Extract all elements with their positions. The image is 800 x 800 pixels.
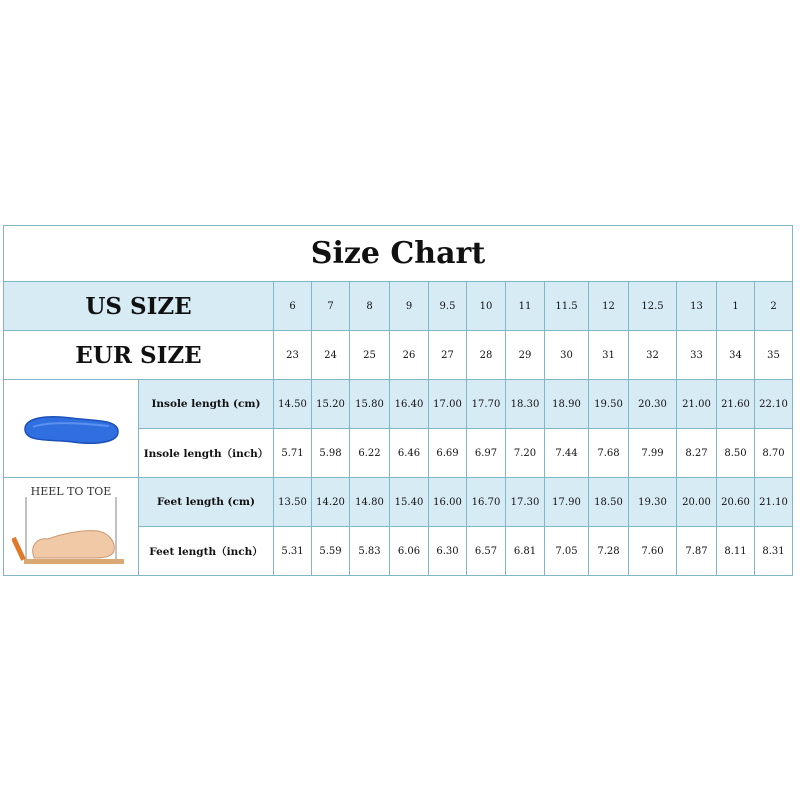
insole-inch-value: 7.20 [506,429,545,478]
feet-inch-value: 7.87 [677,527,717,576]
insole-cm-value: 19.50 [589,380,629,429]
us-size-value: 7 [312,282,350,331]
insole-cm-value: 17.70 [467,380,506,429]
insole-cm-value: 17.00 [429,380,467,429]
insole-inch-value: 6.97 [467,429,506,478]
insole-cm-value: 21.60 [717,380,755,429]
foot-image-cell [4,478,139,576]
us-size-value: 11 [506,282,545,331]
insole-cm-value: 14.50 [274,380,312,429]
us-size-value: 9.5 [429,282,467,331]
insole-cm-value: 21.00 [677,380,717,429]
insole-cm-value: 15.20 [312,380,350,429]
eur-size-value: 25 [350,331,390,380]
feet-cm-value: 17.90 [545,478,589,527]
chart-title: Size Chart [4,226,793,282]
insole-cm-value: 16.40 [390,380,429,429]
eur-size-label: EUR SIZE [4,331,274,380]
us-size-label: US SIZE [4,282,274,331]
foot-measure-icon [12,485,130,569]
feet-cm-value: 14.20 [312,478,350,527]
insole-cm-value: 15.80 [350,380,390,429]
eur-size-value: 27 [429,331,467,380]
insole-icon [19,409,123,449]
feet-cm-value: 19.30 [629,478,677,527]
insole-inch-value: 7.99 [629,429,677,478]
feet-cm-value: 13.50 [274,478,312,527]
us-size-value: 13 [677,282,717,331]
eur-size-value: 24 [312,331,350,380]
eur-size-value: 32 [629,331,677,380]
insole-inch-value: 8.70 [755,429,793,478]
eur-size-value: 30 [545,331,589,380]
foot-caption: HEEL TO TOE [30,484,112,498]
us-size-value: 9 [390,282,429,331]
feet-inch-value: 6.57 [467,527,506,576]
feet-inch-value: 7.60 [629,527,677,576]
eur-size-value: 31 [589,331,629,380]
eur-size-value: 34 [717,331,755,380]
feet-inch-value: 6.81 [506,527,545,576]
us-size-value: 8 [350,282,390,331]
insole-inch-value: 6.46 [390,429,429,478]
insole-inch-value: 6.22 [350,429,390,478]
size-chart-table [3,225,793,576]
insole-inch-value: 6.69 [429,429,467,478]
feet-inch-value: 7.05 [545,527,589,576]
insole-cm-value: 20.30 [629,380,677,429]
us-size-value: 2 [755,282,793,331]
feet-inch-value: 5.31 [274,527,312,576]
eur-size-value: 29 [506,331,545,380]
insole-inch-value: 5.98 [312,429,350,478]
feet-cm-label: Feet length (cm) [139,478,274,527]
feet-inch-value: 5.83 [350,527,390,576]
feet-cm-value: 20.00 [677,478,717,527]
us-size-value: 11.5 [545,282,589,331]
eur-size-value: 23 [274,331,312,380]
insole-inch-value: 8.50 [717,429,755,478]
eur-size-value: 33 [677,331,717,380]
feet-cm-value: 21.10 [755,478,793,527]
insole-inch-label: Insole length（inch） [139,429,274,478]
feet-cm-value: 16.00 [429,478,467,527]
insole-inch-value: 8.27 [677,429,717,478]
feet-cm-value: 17.30 [506,478,545,527]
feet-cm-value: 18.50 [589,478,629,527]
feet-inch-value: 8.11 [717,527,755,576]
feet-inch-value: 8.31 [755,527,793,576]
us-size-value: 6 [274,282,312,331]
us-size-value: 1 [717,282,755,331]
us-size-value: 12.5 [629,282,677,331]
insole-inch-value: 7.68 [589,429,629,478]
insole-inch-value: 7.44 [545,429,589,478]
feet-inch-value: 6.06 [390,527,429,576]
feet-cm-value: 20.60 [717,478,755,527]
feet-inch-value: 5.59 [312,527,350,576]
eur-size-value: 28 [467,331,506,380]
feet-inch-value: 7.28 [589,527,629,576]
insole-image-cell [4,380,139,478]
feet-inch-value: 6.30 [429,527,467,576]
eur-size-value: 35 [755,331,793,380]
feet-cm-value: 16.70 [467,478,506,527]
feet-cm-value: 15.40 [390,478,429,527]
insole-cm-value: 18.90 [545,380,589,429]
insole-cm-label: Insole length (cm) [139,380,274,429]
feet-inch-label: Feet length（inch） [139,527,274,576]
us-size-value: 10 [467,282,506,331]
feet-cm-value: 14.80 [350,478,390,527]
insole-cm-value: 18.30 [506,380,545,429]
us-size-value: 12 [589,282,629,331]
insole-cm-value: 22.10 [755,380,793,429]
insole-inch-value: 5.71 [274,429,312,478]
eur-size-value: 26 [390,331,429,380]
